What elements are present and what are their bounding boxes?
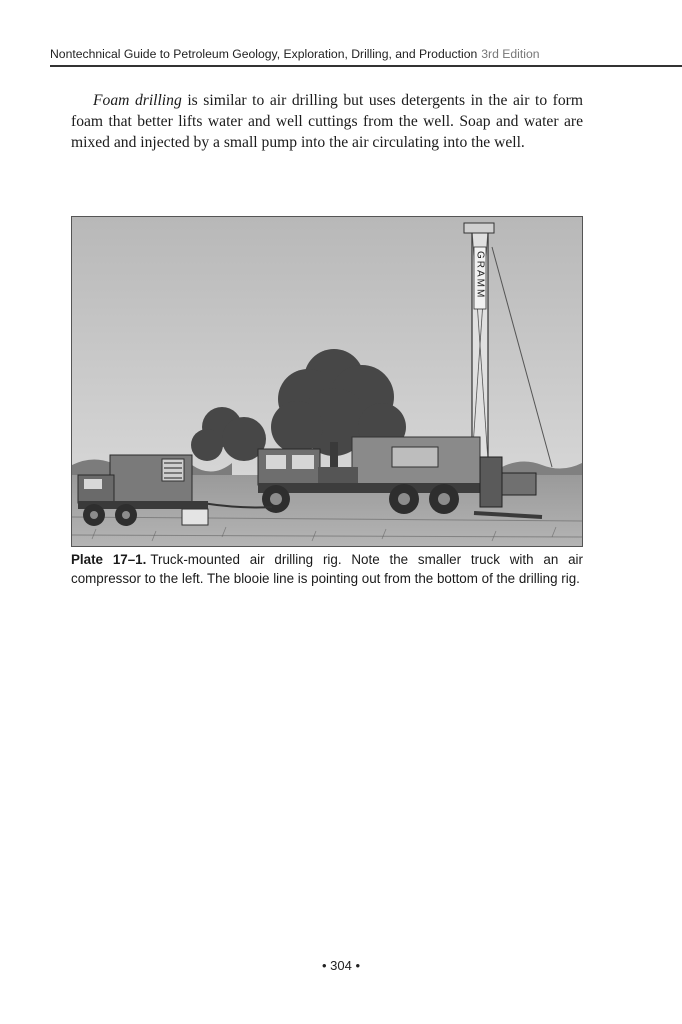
paragraph-text: is similar to air drilling but uses detergents in the air to form foam that better lifts water and well cuttings from the well. Soap and water are mixed and injected by a small pump into the air circulating into the well. <box>71 92 583 151</box>
edition-label: 3rd Edition <box>481 47 540 61</box>
mast-lettering: GRAMM <box>474 251 486 300</box>
page-number: • 304 • <box>321 958 361 973</box>
caption-label: Plate 17–1. <box>71 552 147 567</box>
drilling-rig-photo <box>71 216 583 547</box>
figure-caption <box>71 550 583 588</box>
caption-text: Truck-mounted air drilling rig. Note the smaller truck with an air compressor to the left. The blooie line is pointing out from the bottom of the drilling rig. <box>71 552 583 586</box>
term-foam-drilling: Foam drilling <box>93 92 182 109</box>
body-paragraph <box>71 90 583 153</box>
book-title: Nontechnical Guide to Petroleum Geology, Exploration, Drilling, and Production <box>50 47 478 61</box>
running-head <box>50 47 682 61</box>
header-rule <box>50 65 682 67</box>
